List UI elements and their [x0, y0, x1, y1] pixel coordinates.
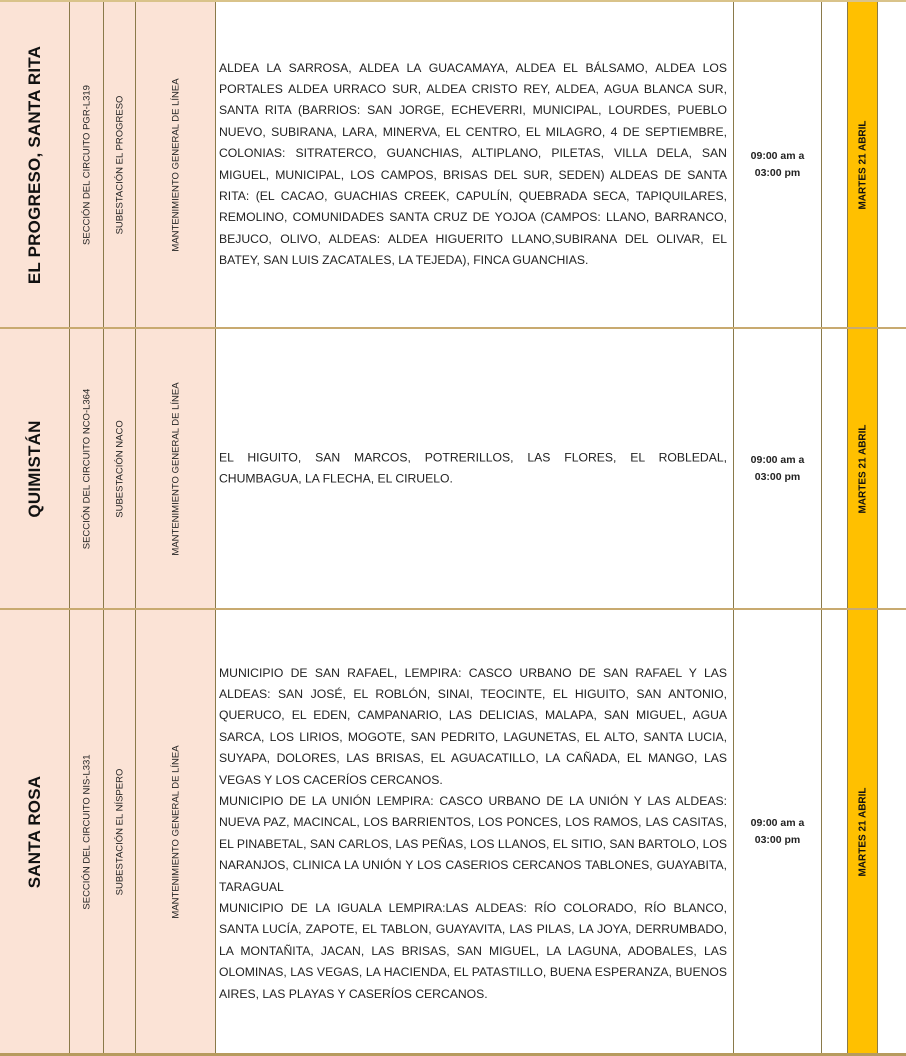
circuit-section-label: SECCIÓN DEL CIRCUITO NCO-L364: [81, 388, 92, 549]
affected-areas-text: [219, 447, 727, 490]
area-paragraph: ALDEA LA SARROSA, ALDEA LA GUACAMAYA, ALDEA EL BÁLSAMO, ALDEA LOS PORTALES ALDEA URRACO SUR, ALDEA CRISTO REY, ALDEA, AGUA BLANCA SUR, SANTA RITA (BARRIOS: SAN JORGE, ECHEVERRI, MUNICIPAL, LOURDES, PUEBLO NUEVO, SUBIRANA, LARA, MINERVA, EL CENTRO, EL MILAGRO, 4 DE SEPTIEMBRE, COLONIAS: SITRATERCO, GUANCHIAS, ALTIPLANO, PILETAS, VILLA DELA, SAN MIGUEL, MUNICIPAL, LOS CAMPOS, BRISAS DEL SUR, SEDEN) ALDEAS DE SANTA RITA: (EL CACAO, GUACHIAS CREEK, CAPULÍN, QUEBRADA SECA, TAPIQUILARES, REMOLINO, COMUNIDADES SANTA CRUZ DE YOJOA (CAMPOS: LLANO, BARRANCO, BEJUCO, OLIVO, ALDEAS: ALDEA HIGUERITO LLANO,SUBIRANA DEL OLIVAR, EL BATEY, SAN LUIS ZACATALES, LA TEJEDA), FINCA GUANCHIAS.: [219, 60, 727, 268]
municipality-cell: [0, 329, 70, 608]
end-cell: [878, 610, 906, 1053]
municipality-label: QUIMISTÁN: [24, 419, 44, 518]
area-paragraph: MUNICIPIO DE LA IGUALA LEMPIRA:LAS ALDEAS: RÍO COLORADO, RÍO BLANCO, SANTA LUCÍA, ZAPOTE, EL TABLON, GUAYAVITA, LAS PILAS, LA JOYA, DERRUMBADO, LA MONTAÑITA, JACAN, LAS BRISAS, SAN MIGUEL, LA LAGUNA, ADOBALES, LAS OLOMINAS, LAS VEGAS, LA HACIENDA, EL PATASTILLO, BUENA ESPERANZA, BUENOS AIRES, LAS PLAYAS Y CASERÍOS CERCANOS.: [219, 900, 727, 1001]
time-cell: [734, 329, 822, 608]
time-start: 09:00 am a: [750, 816, 805, 829]
circuit-section-cell: [70, 329, 104, 608]
substation-label: SUBESTACIÓN NACO: [114, 419, 125, 518]
date-label: MARTES 21 ABRIL: [857, 119, 868, 210]
time-range: [734, 815, 821, 849]
time-start: 09:00 am a: [750, 453, 805, 466]
table-row: [0, 610, 906, 1053]
table-row: [0, 329, 906, 608]
municipality-cell: [0, 610, 70, 1053]
date-cell: [848, 2, 878, 327]
time-end: 03:00 pm: [754, 833, 801, 846]
affected-areas-cell: [216, 2, 734, 327]
affected-areas-text: [219, 662, 727, 1005]
substation-cell: [104, 2, 136, 327]
substation-cell: [104, 610, 136, 1053]
task-label: MANTENIMIENTO GENERAL DE LÍNEA: [170, 744, 181, 919]
time-cell: [734, 2, 822, 327]
substation-cell: [104, 329, 136, 608]
date-label: MARTES 21 ABRIL: [857, 786, 868, 877]
circuit-section-cell: [70, 2, 104, 327]
affected-areas-cell: [216, 329, 734, 608]
time-end: 03:00 pm: [754, 470, 801, 483]
end-cell: [878, 329, 906, 608]
affected-areas-cell: [216, 610, 734, 1053]
blank-cell: [822, 329, 848, 608]
municipality-label: EL PROGRESO, SANTA RITA: [24, 45, 44, 284]
table-row: [0, 2, 906, 327]
task-cell: [136, 2, 216, 327]
circuit-section-label: SECCIÓN DEL CIRCUITO PGR-L319: [81, 84, 92, 245]
time-cell: [734, 610, 822, 1053]
date-cell: [848, 329, 878, 608]
date-cell: [848, 610, 878, 1053]
affected-areas-text: [219, 57, 727, 271]
substation-label: SUBESTACIÓN EL PROGRESO: [114, 95, 125, 234]
blank-cell: [822, 2, 848, 327]
task-label: MANTENIMIENTO GENERAL DE LÍNEA: [170, 381, 181, 556]
task-label: MANTENIMIENTO GENERAL DE LÍNEA: [170, 77, 181, 252]
end-cell: [878, 2, 906, 327]
circuit-section-cell: [70, 610, 104, 1053]
area-paragraph: MUNICIPIO DE LA UNIÓN LEMPIRA: CASCO URBANO DE LA UNIÓN Y LAS ALDEAS: NUEVA PAZ, MACINCAL, LOS BARRIENTOS, LOS PONCES, LOS RAMOS, LAS CASITAS, EL PINABETAL, SAN CARLOS, LAS PEÑAS, LOS LLANOS, EL SITIO, SAN BARTOLO, LOS NARANJOS, CLINICA LA UNIÓN Y LOS CASERIOS CERCANOS TABLONES, GUAYABITA, TARAGUAL: [219, 793, 727, 894]
area-paragraph: EL HIGUITO, SAN MARCOS, POTRERILLOS, LAS FLORES, EL ROBLEDAL, CHUMBAGUA, LA FLECHA, EL CIRUELO.: [219, 450, 727, 486]
time-start: 09:00 am a: [750, 149, 805, 162]
municipality-label: SANTA ROSA: [24, 775, 44, 888]
time-range: [734, 452, 821, 486]
circuit-section-label: SECCIÓN DEL CIRCUITO NIS-L331: [81, 753, 92, 910]
task-cell: [136, 329, 216, 608]
municipality-cell: [0, 2, 70, 327]
time-range: [734, 148, 821, 182]
date-label: MARTES 21 ABRIL: [857, 423, 868, 514]
time-end: 03:00 pm: [754, 166, 801, 179]
blank-cell: [822, 610, 848, 1053]
task-cell: [136, 610, 216, 1053]
substation-label: SUBESTACIÓN EL NÍSPERO: [114, 768, 125, 895]
area-paragraph: MUNICIPIO DE SAN RAFAEL, LEMPIRA: CASCO URBANO DE SAN RAFAEL Y LAS ALDEAS: SAN JOSÉ, EL ROBLÓN, SINAI, TEOCINTE, EL HIGUITO, SAN ANTONIO, QUERUCO, EL EDEN, CAMPANARIO, LAS DELICIAS, MALAPA, SAN MIGUEL, AGUA SARCA, LOS LIRIOS, MOGOTE, SAN PEDRITO, LAGUNETAS, EL ALTO, SANTA LUCIA, SUYAPA, DOLORES, LAS BRISAS, EL AGUACATILLO, LA CAÑADA, EL MANGO, LAS VEGAS Y LOS CACERÍOS CERCANOS.: [219, 665, 727, 787]
